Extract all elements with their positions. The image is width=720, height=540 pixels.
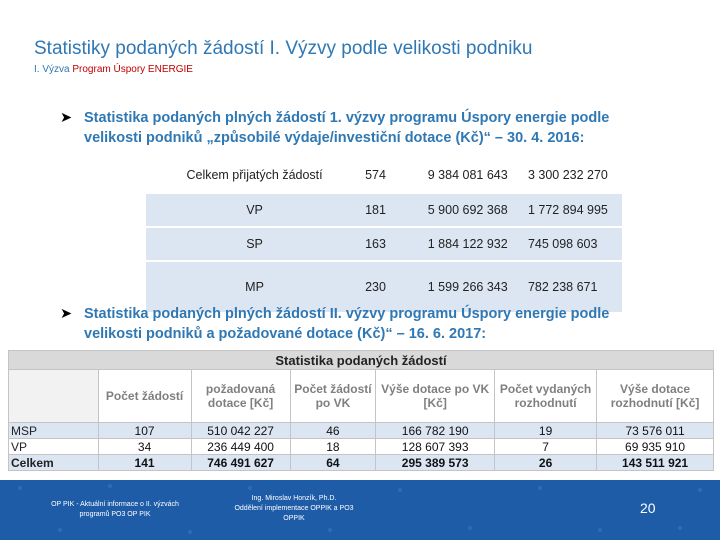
page-number: 20	[640, 500, 656, 516]
cell: 73 576 011	[597, 423, 714, 439]
row-label: SP	[146, 227, 363, 261]
row-subsidy: 3 300 232 270	[526, 158, 622, 193]
bullet-1-line-1: Statistika podaných plných žádostí 1. výzvy programu Úspory energie podle	[84, 110, 610, 126]
row-subsidy: 745 098 603	[526, 227, 622, 261]
header-count-vk: Počet žádostí po VK	[290, 370, 376, 423]
row-count: 163	[363, 227, 426, 261]
cell: 236 449 400	[191, 439, 290, 455]
cell: 7	[495, 439, 597, 455]
row-count: 574	[363, 158, 426, 193]
cell: 128 607 393	[376, 439, 495, 455]
cell: 26	[495, 455, 597, 471]
row-count: 181	[363, 193, 426, 227]
cell: 510 042 227	[191, 423, 290, 439]
cell: 746 491 627	[191, 455, 290, 471]
row-count: 230	[363, 261, 426, 313]
bullet-call-2	[60, 304, 700, 344]
cell: 295 389 573	[376, 455, 495, 471]
bullet-1-line-2: velikosti podniků „způsobilé výdaje/investiční dotace (Kč)“ – 30. 4. 2016:	[84, 130, 585, 146]
bullet-call-1	[60, 108, 700, 148]
header-decisions: Počet vydaných rozhodnutí	[495, 370, 597, 423]
header-empty	[9, 370, 99, 423]
cell: 141	[98, 455, 191, 471]
footer-center-line-1: Ing. Miroslav Honzík, Ph.D.	[251, 495, 337, 502]
subtitle-program: Program Úspory ENERGIE	[72, 64, 193, 75]
cell: 19	[495, 423, 597, 439]
header-subsidy-vk: Výše dotace po VK [Kč]	[376, 370, 495, 423]
row-eligible: 5 900 692 368	[426, 193, 526, 227]
cell: 143 511 921	[597, 455, 714, 471]
table-row	[146, 227, 622, 261]
footer-left-line-2: programů PO3 OP PIK	[79, 511, 151, 518]
call-1-table	[146, 158, 622, 314]
row-label: VP	[9, 439, 99, 455]
page-subtitle	[34, 64, 193, 75]
table-caption: Statistika podaných žádostí	[9, 351, 714, 370]
subtitle-call: I. Výzva	[34, 64, 70, 75]
row-label: MP	[146, 261, 363, 313]
bullet-2-line-2: velikosti podniků a požadované dotace (Kč)“ – 16. 6. 2017:	[84, 326, 487, 342]
table-row-total	[9, 455, 714, 471]
cell: 69 935 910	[597, 439, 714, 455]
row-eligible: 1 884 122 932	[426, 227, 526, 261]
table-row	[9, 439, 714, 455]
arrow-bullet-icon: ➤	[60, 110, 73, 126]
cell: 46	[290, 423, 376, 439]
page-title: Statistiky podaných žádostí I. Výzvy podle velikosti podniku	[34, 38, 533, 59]
cell: 107	[98, 423, 191, 439]
cell: 18	[290, 439, 376, 455]
row-subsidy: 1 772 894 995	[526, 193, 622, 227]
row-label: Celkem	[9, 455, 99, 471]
row-label: VP	[146, 193, 363, 227]
header-subsidy-decision: Výše dotace rozhodnutí [Kč]	[597, 370, 714, 423]
row-subsidy: 782 238 671	[526, 261, 622, 313]
arrow-bullet-icon: ➤	[60, 306, 73, 322]
cell: 34	[98, 439, 191, 455]
footer-left-line-1: OP PIK - Aktuální informace o II. výzvách	[51, 501, 179, 508]
cell: 166 782 190	[376, 423, 495, 439]
footer-center-text	[214, 494, 374, 524]
table-row	[146, 193, 622, 227]
header-requested: požadovaná dotace [Kč]	[191, 370, 290, 423]
bullet-2-line-1: Statistika podaných plných žádostí II. výzvy programu Úspory energie podle	[84, 306, 610, 322]
table-row	[146, 158, 622, 193]
footer-bar	[0, 480, 720, 540]
row-eligible: 1 599 266 343	[426, 261, 526, 313]
cell: 64	[290, 455, 376, 471]
row-label: Celkem přijatých žádostí	[146, 158, 363, 193]
row-label: MSP	[9, 423, 99, 439]
call-2-table	[8, 350, 714, 471]
footer-center-line-3: OPPIK	[283, 515, 305, 522]
header-count: Počet žádostí	[98, 370, 191, 423]
footer-center-line-2: Oddělení implementace OPPIK a PO3	[234, 505, 354, 512]
footer-left-text	[30, 500, 200, 520]
row-eligible: 9 384 081 643	[426, 158, 526, 193]
table-row	[9, 423, 714, 439]
